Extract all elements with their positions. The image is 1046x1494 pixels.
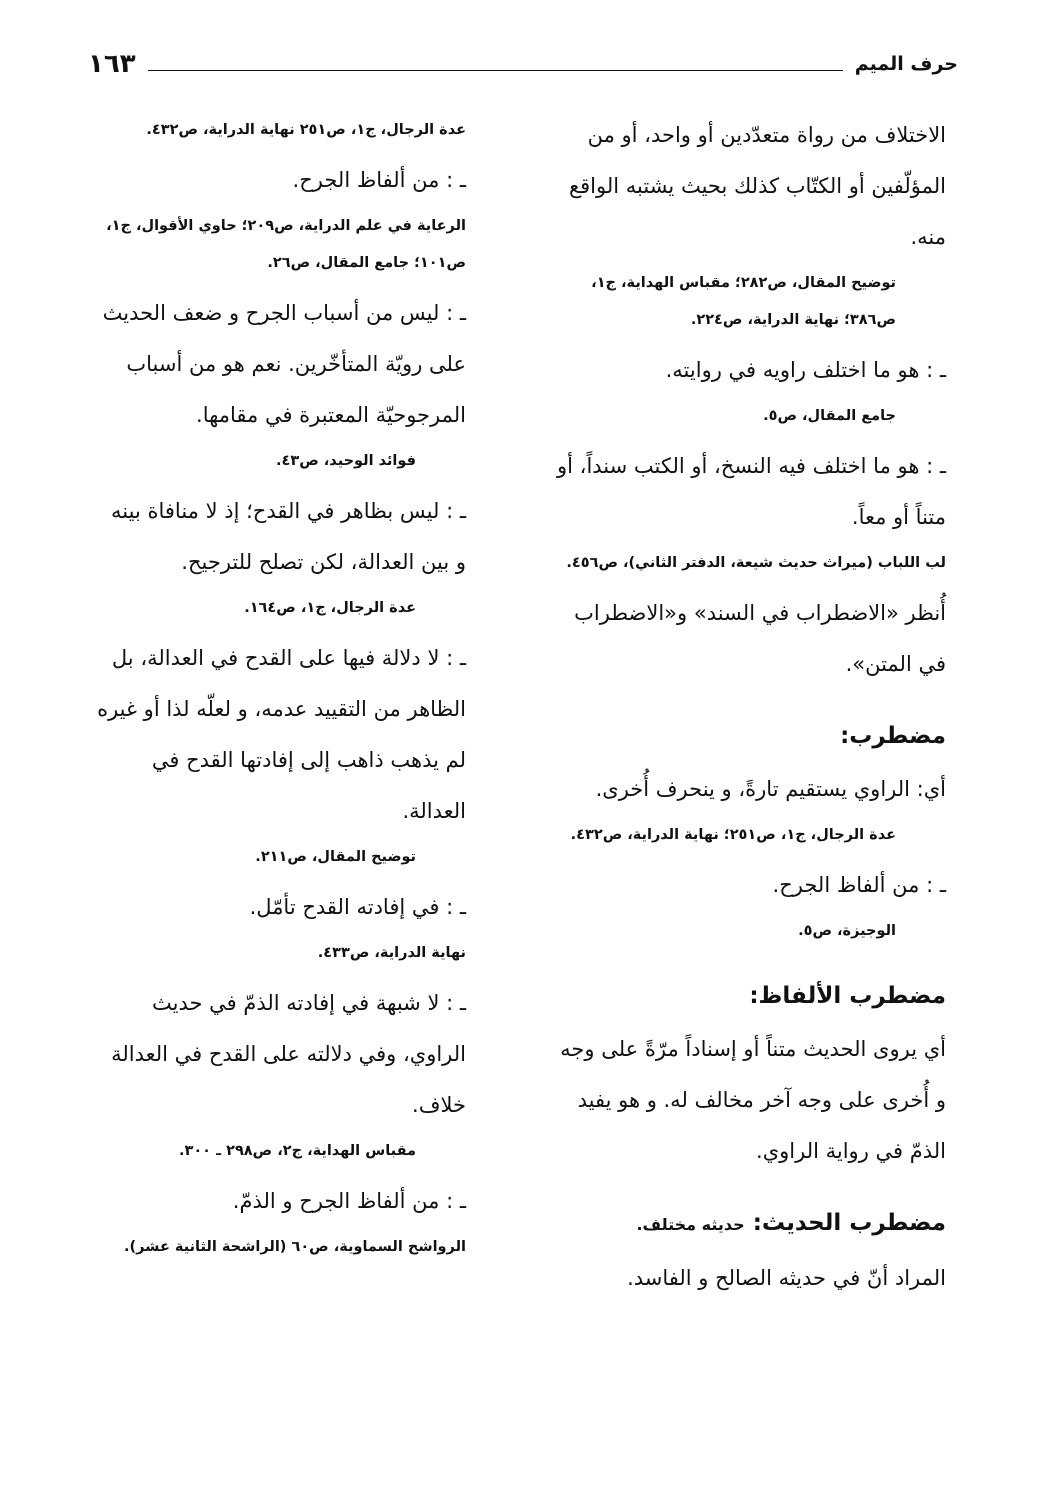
entry-heading <box>556 1203 946 1245</box>
entry-line: ـ : هو ما اختلف راويه في روايته. <box>665 358 946 382</box>
reference: توضيح المقال، ص٢٨٢؛ مقباس الهداية، ج١، ص٣٨٦؛ نهاية الدراية، ص٢٢٤. <box>591 275 896 328</box>
reference: مقباس الهداية، ج٢، ص٢٩٨ ـ ٣٠٠. <box>178 1143 416 1159</box>
reference: الرعاية في علم الدراية، ص٢٠٩؛ حاوي الأقوال، ج١، ص١٠١؛ جامع المقال، ص٢٦. <box>106 218 466 271</box>
entry-line: ـ : من ألفاظ الجرح. <box>772 873 946 897</box>
reference: جامع المقال، ص٥. <box>763 408 896 424</box>
entry-heading-gloss: حديثه مختلف. <box>636 1215 745 1234</box>
entry-line: ـ : في إفادته القدح تأمّل. <box>249 895 466 919</box>
reference: لب اللباب (ميراث حديث شيعة، الدفتر الثاني)، ص٤٥٦. <box>566 555 946 571</box>
left-column <box>96 110 466 1272</box>
reference: عدة الرجال، ج١، ص٢٥١؛ نهاية الدراية، ص٤٣٢. <box>570 827 896 843</box>
reference: الوجيزة، ص٥. <box>798 923 896 939</box>
entry-line: ـ : من ألفاظ الجرح و الذمّ. <box>232 1189 466 1213</box>
page-number: ١٦٣ <box>88 49 136 79</box>
right-column <box>556 110 946 1304</box>
entry-line: ـ : لا شبهة في إفادته الذمّ في حديث الراوي، وفي دلالته على القدح في العدالة خلاف. <box>111 991 466 1117</box>
reference: عدة الرجال، ج١، ص١٦٤. <box>244 600 416 616</box>
paragraph: أي يروى الحديث متناً أو إسناداً مرّةً على وجه و أُخرى على وجه آخر مخالف له. و هو يفيد الذمّ في رواية الراوي. <box>560 1037 946 1163</box>
entry-line: ـ : ليس بظاهر في القدح؛ إذ لا منافاة بينه و بين العدالة، لكن تصلح للترجيح. <box>111 499 466 574</box>
entry-line: ـ : من ألفاظ الجرح. <box>292 168 466 192</box>
entry-line: ـ : هو ما اختلف فيه النسخ، أو الكتب سنداً، أو متناً أو معاً. <box>557 454 946 529</box>
reference: نهاية الدراية، ص٤٣٣. <box>317 945 466 961</box>
see-also: أُنظر «الاضطراب في السند» و«الاضطراب في المتن». <box>574 601 946 676</box>
chapter-title: حرف الميم <box>854 53 958 75</box>
header-rule <box>148 70 843 71</box>
entry-heading-word: مضطرب الحديث: <box>752 1210 946 1236</box>
entry-heading: مضطرب الألفاظ: <box>749 983 946 1009</box>
paragraph: المراد أنّ في حديثه الصالح و الفاسد. <box>627 1266 946 1290</box>
entry-heading: مضطرب: <box>840 723 946 749</box>
reference: عدة الرجال، ج١، ص٢٥١ نهاية الدراية، ص٤٣٢. <box>146 122 466 138</box>
entry-line: ـ : لا دلالة فيها على القدح في العدالة، بل الظاهر من التقييد عدمه، و لعلّه لذا أو غيره لم يذهب ذاهب إلى إفادتها القدح في العدالة. <box>97 646 466 823</box>
paragraph: أي: الراوي يستقيم تارةً، و ينحرف أُخرى. <box>595 777 946 801</box>
reference: الرواشح السماوية، ص٦٠ (الراشحة الثانية عشر). <box>124 1239 466 1255</box>
paragraph: الاختلاف من رواة متعدّدين أو واحد، أو من المؤلّفين أو الكتّاب كذلك بحيث يشتبه الواقع منه. <box>568 123 946 249</box>
reference: فوائد الوحيد، ص٤٣. <box>276 453 416 469</box>
page-header <box>88 44 958 84</box>
reference: توضيح المقال، ص٢١١. <box>255 849 416 865</box>
entry-line: ـ : ليس من أسباب الجرح و ضعف الحديث على رويّة المتأخّرين. نعم هو من أسباب المرجوحيّة المعتبرة في مقامها. <box>102 301 466 427</box>
